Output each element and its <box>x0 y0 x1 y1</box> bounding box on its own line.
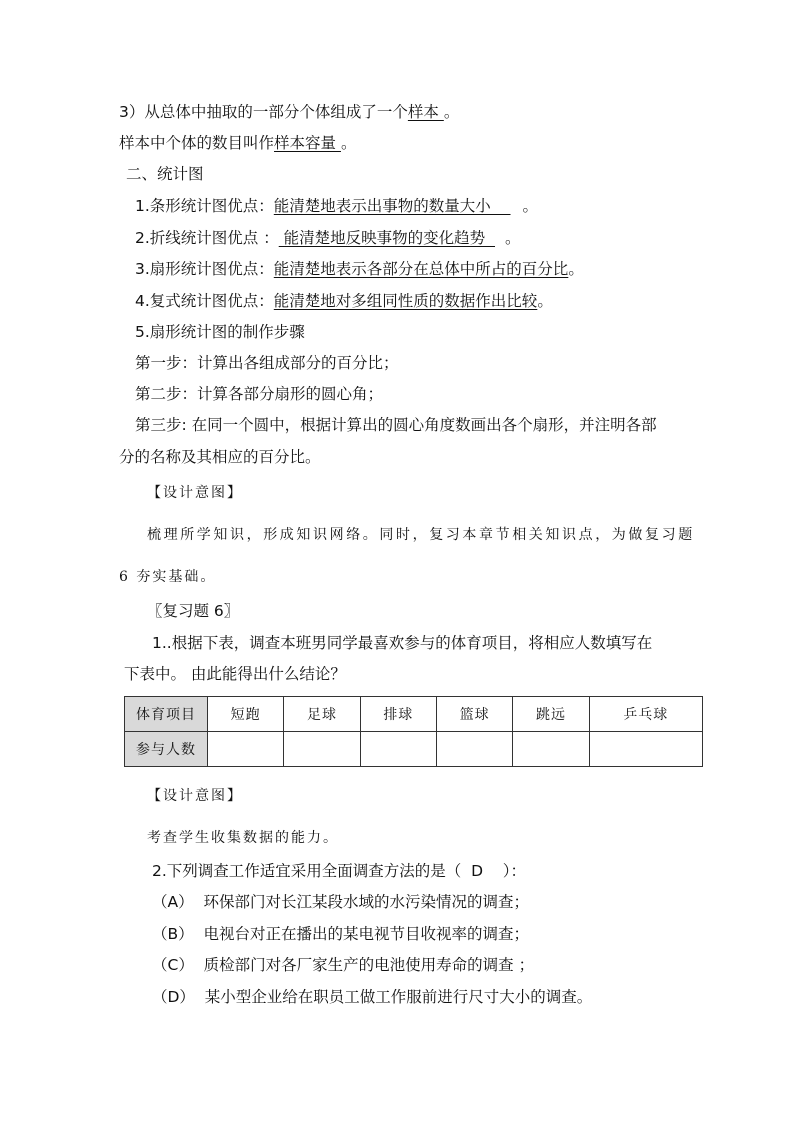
charts-heading: 二、统计图 <box>126 165 204 183</box>
sample-size-text: 样本中个体的数目叫作 <box>119 134 275 152</box>
pie-step-2: 第二步：计算各部分扇形的圆心角； <box>135 385 384 403</box>
design-intent-text-line2: 6 夯实基础。 <box>119 569 217 585</box>
table-cell: 乒乓球 <box>589 697 702 732</box>
chart-advantage-answer: 能清楚地表示各部分在总体中所占的百分比 <box>273 260 569 278</box>
design-intent-title-2: 【设计意图】 <box>147 788 243 804</box>
table-input-cell[interactable] <box>589 732 702 767</box>
chart-advantage-suffix: 。 <box>568 260 584 278</box>
sample-definition-text: 3）从总体中抽取的一部分个体组成了一个 <box>119 103 408 121</box>
chart-advantage-answer: 能清楚地对多组同性质的数据作出比较 <box>273 292 538 310</box>
pie-step-3-line1: 第三步: 在同一个圆中，根据计算出的圆心角度数画出各个扇形，并注明各部 <box>135 416 657 434</box>
review-q1-line1: 1..根据下表，调查本班男同学最喜欢参与的体育项目，将相应人数填写在 <box>152 634 653 652</box>
pie-step-1: 第一步：计算出各组成部分的百分比； <box>135 354 399 372</box>
chart-advantage-label: 1.条形统计图优点： <box>135 197 274 215</box>
question2-option-a: （A） 环保部门对长江某段水域的水污染情况的调查； <box>152 893 529 911</box>
table-row <box>125 697 703 732</box>
sample-size-suffix: 。 <box>340 134 357 152</box>
question2-stem: 2.下列调查工作适宜采用全面调查方法的是（ D ）： <box>152 862 527 880</box>
sports-survey-table <box>124 696 703 767</box>
chart-advantage-answer: 能清楚地表示出事物的数量大小 <box>273 197 511 215</box>
review-q1-line2: 下表中。 由此能得出什么结论？ <box>124 665 346 683</box>
sample-size-definition <box>119 133 356 153</box>
chart-advantage-label: 4.复式统计图优点： <box>135 292 274 310</box>
sample-suffix: 。 <box>443 103 460 121</box>
table-header-cell: 体育项目 <box>125 697 208 732</box>
question2-option-d: （D） 某小型企业给在职员工做工作服前进行尺寸大小的调查。 <box>152 988 593 1006</box>
table-cell: 篮球 <box>436 697 512 732</box>
chart-advantage-label: 2.折线统计图优点 ： <box>135 229 279 247</box>
chart-advantage-suffix: 。 <box>522 197 539 215</box>
pie-steps-title: 5.扇形统计图的制作步骤 <box>135 323 305 341</box>
pie-step-3-line2: 分的名称及其相应的百分比。 <box>119 448 321 466</box>
design-intent-text-line1: 梳理所学知识，形成知识网络。同时，复习本章节相关知识点，为做复习题 <box>147 527 695 543</box>
chart-advantage-suffix: 。 <box>505 229 521 247</box>
table-cell: 排球 <box>360 697 436 732</box>
table-input-cell[interactable] <box>208 732 284 767</box>
review-title: 〖复习题 6〗 <box>147 602 240 620</box>
chart-advantage-label: 3.扇形统计图优点： <box>135 260 274 278</box>
table-cell: 足球 <box>284 697 360 732</box>
table-row <box>125 732 703 767</box>
table-cell: 跳远 <box>513 697 589 732</box>
sample-definition <box>119 102 459 122</box>
table-input-cell[interactable] <box>436 732 512 767</box>
chart-advantage-answer: 能清楚地反映事物的变化趋势 <box>278 229 496 247</box>
question2-option-b: （B） 电视台对正在播出的某电视节目收视率的调查； <box>152 925 529 943</box>
table-input-cell[interactable] <box>284 732 360 767</box>
table-input-cell[interactable] <box>513 732 589 767</box>
table-header-cell: 参与人数 <box>125 732 208 767</box>
sample-answer: 样本 <box>407 103 444 121</box>
chart-advantage-pie <box>135 259 584 279</box>
chart-advantage-compound <box>135 291 553 311</box>
sample-size-answer: 样本容量 <box>274 134 341 152</box>
chart-advantage-suffix: 。 <box>537 292 553 310</box>
design-intent-title: 【设计意图】 <box>147 485 243 501</box>
table-cell: 短跑 <box>208 697 284 732</box>
chart-advantage-bar <box>135 196 538 216</box>
design-intent-2-text: 考查学生收集数据的能力。 <box>147 830 339 846</box>
table-input-cell[interactable] <box>360 732 436 767</box>
question2-option-c: （C） 质检部门对各厂家生产的电池使用寿命的调查 ； <box>152 956 535 974</box>
chart-advantage-line <box>135 228 521 248</box>
